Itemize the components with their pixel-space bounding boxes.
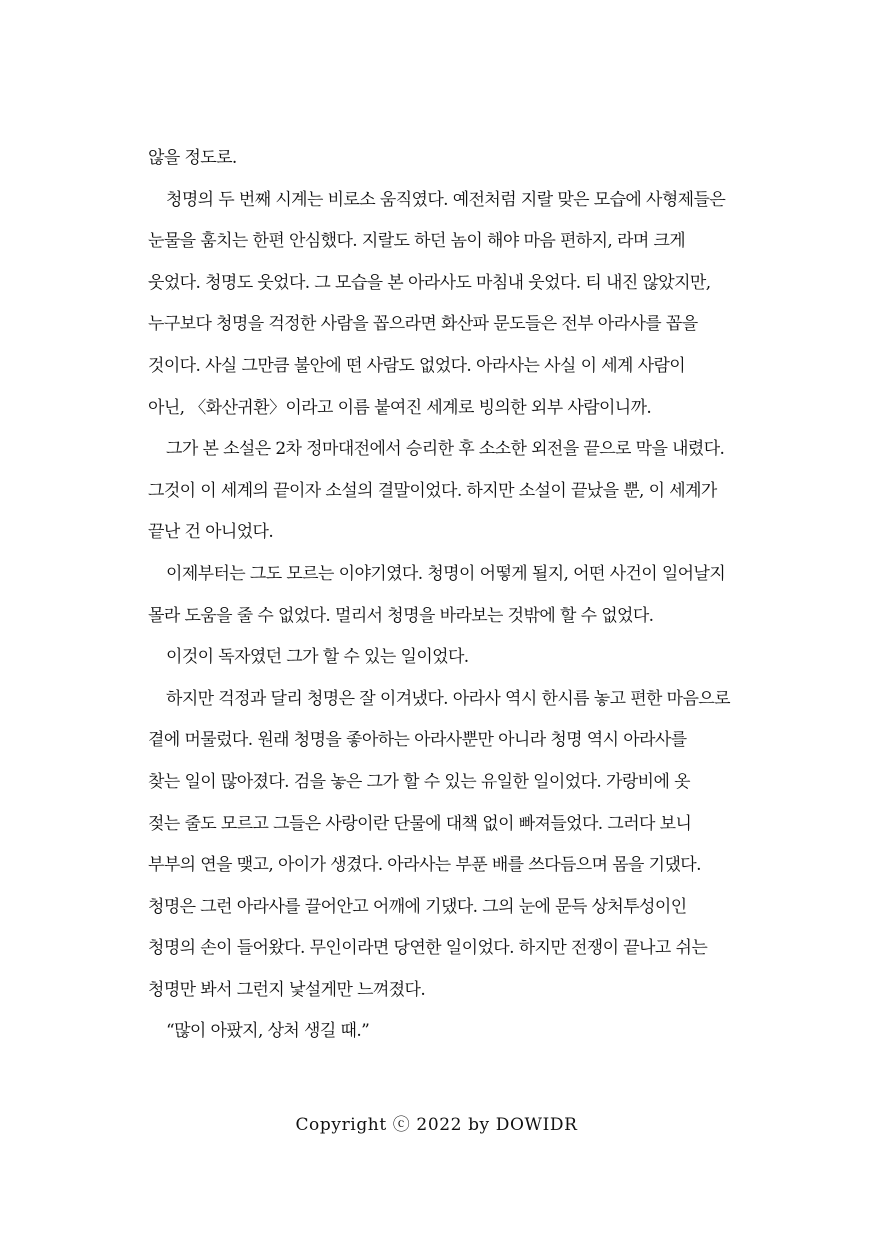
text-line: 그가 본 소설은 2차 정마대전에서 승리한 후 소소한 외전을 끝으로 막을 내렸다. xyxy=(166,439,725,460)
text-line: 청명은 그런 아라사를 끌어안고 어깨에 기댔다. 그의 눈에 문득 상처투성이인 xyxy=(148,896,687,917)
text-line: 이것이 독자였던 그가 할 수 있는 일이었다. xyxy=(166,647,469,668)
text-line: 웃었다. 청명도 웃었다. 그 모습을 본 아라사도 마침내 웃었다. 티 내진 않았지만, xyxy=(148,272,711,293)
dialogue-line: “많이 아팠지, 상처 생길 때.” xyxy=(166,1021,370,1042)
body-text xyxy=(148,138,756,1053)
text-line: 않을 정도로. xyxy=(148,148,237,168)
text-line: 청명만 봐서 그런지 낯설게만 느껴졌다. xyxy=(148,979,426,1000)
text-line: 부부의 연을 맺고, 아이가 생겼다. 아라사는 부푼 배를 쓰다듬으며 몸을 기댔다. xyxy=(148,855,701,876)
text-line: 청명의 손이 들어왔다. 무인이라면 당연한 일이었다. 하지만 전쟁이 끝나고 쉬는 xyxy=(148,938,708,959)
text-line: 젖는 줄도 모르고 그들은 사랑이란 단물에 대책 없이 빠져들었다. 그러다 보니 xyxy=(148,813,692,834)
copyright-footer: Copyright ⓒ 2022 by DOWIDR xyxy=(295,1115,578,1135)
text-line: 것이다. 사실 그만큼 불안에 떤 사람도 없었다. 아라사는 사실 이 세계 사람이 xyxy=(148,355,686,376)
text-line: 아닌, 〈화산귀환〉이라고 이름 붙여진 세계로 빙의한 외부 사람이니까. xyxy=(148,397,652,418)
text-line: 눈물을 훔치는 한편 안심했다. 지랄도 하던 놈이 해야 마음 편하지, 라며 크게 xyxy=(148,231,686,252)
text-line: 하지만 걱정과 달리 청명은 잘 이겨냈다. 아라사 역시 한시름 놓고 편한 마음으로 xyxy=(166,688,730,709)
text-line: 찾는 일이 많아졌다. 검을 놓은 그가 할 수 있는 유일한 일이었다. 가랑비에 옷 xyxy=(148,771,690,792)
text-line: 그것이 이 세계의 끝이자 소설의 결말이었다. 하지만 소설이 끝났을 뿐, 이 세계가 xyxy=(148,480,717,501)
text-line: 곁에 머물렀다. 원래 청명을 좋아하는 아라사뿐만 아니라 청명 역시 아라사를 xyxy=(148,730,687,751)
text-line: 몰라 도움을 줄 수 없었다. 멀리서 청명을 바라보는 것밖에 할 수 없었다. xyxy=(148,605,654,626)
text-line: 청명의 두 번째 시계는 비로소 움직였다. 예전처럼 지랄 맞은 모습에 사형제들은 xyxy=(166,189,726,210)
text-line: 누구보다 청명을 걱정한 사람을 꼽으라면 화산파 문도들은 전부 아라사를 꼽을 xyxy=(148,314,698,335)
text-line: 이제부터는 그도 모르는 이야기였다. 청명이 어떻게 될지, 어떤 사건이 일어날지 xyxy=(166,563,726,584)
text-line: 끝난 건 아니었다. xyxy=(148,522,274,543)
